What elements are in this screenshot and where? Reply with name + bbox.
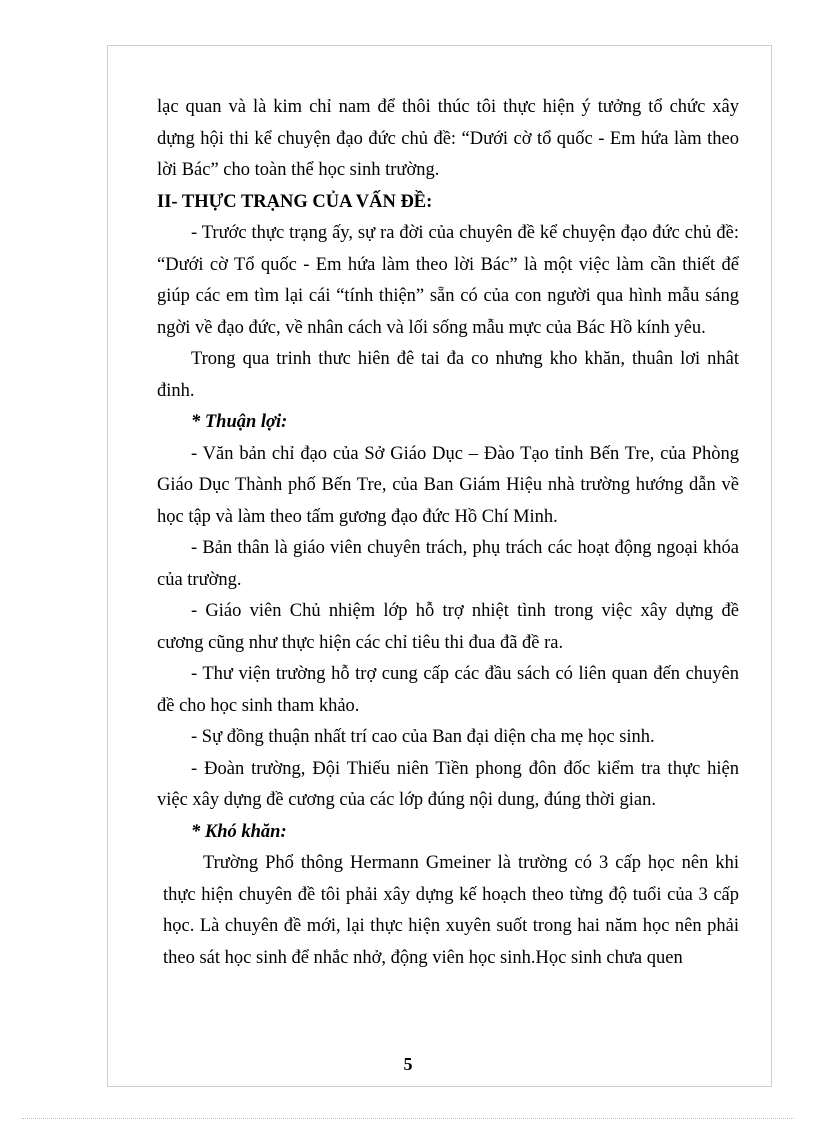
advantage-item: - Văn bản chỉ đạo của Sở Giáo Dục – Đào Tạo tỉnh Bến Tre, của Phòng Giáo Dục Thành phố Bến Tre, của Ban Giám Hiệu nhà trường hướng dẫn về học tập và làm theo tấm gương đạo đức Hồ Chí Minh. <box>157 443 739 527</box>
footer-divider <box>22 1118 794 1119</box>
paragraph-process: Trong qua trinh thưc hiên đê tai đa co nhưng kho khăn, thuân lơi nhât đinh. <box>157 349 739 401</box>
advantage-item: - Giáo viên Chủ nhiệm lớp hỗ trợ nhiệt tình trong việc xây dựng đề cương cũng như thực hiện các chỉ tiêu thi đua đã đề ra. <box>157 601 739 653</box>
intro-paragraph: lạc quan và là kim chỉ nam để thôi thúc tôi thực hiện ý tưởng tổ chức xây dựng hội thi kể chuyện đạo đức chủ đề: “Dưới cờ tổ quốc - Em hứa làm theo lời Bác” cho toàn thể học sinh trường. <box>157 97 739 180</box>
document-body <box>157 92 739 974</box>
difficulties-heading: * Khó khăn: <box>191 821 287 842</box>
advantage-item: - Thư viện trường hỗ trợ cung cấp các đầu sách có liên quan đến chuyên đề cho học sinh tham khảo. <box>157 664 739 716</box>
advantage-item: - Sự đồng thuận nhất trí cao của Ban đại diện cha mẹ học sinh. <box>191 727 655 747</box>
advantages-heading: * Thuận lợi: <box>191 412 288 432</box>
section-heading: II- THỰC TRẠNG CỦA VẤN ĐỀ: <box>157 191 433 212</box>
advantage-item: - Bản thân là giáo viên chuyên trách, phụ trách các hoạt động ngoại khóa của trường. <box>157 538 739 590</box>
page-number: 5 <box>403 1054 413 1074</box>
paragraph-reality: - Trước thực trạng ấy, sự ra đời của chuyên đề kể chuyện đạo đức chủ đề: “Dưới cờ Tổ quốc - Em hứa làm theo lời Bác” là một việc làm cần thiết để giúp các em tìm lại cái “tính thiện” sẵn có của con người qua hình mẫu sáng ngời về đạo đức, về nhân cách và lối sống mẫu mực của Bác Hồ kính yêu. <box>157 223 739 338</box>
difficulties-paragraph: Trường Phổ thông Hermann Gmeiner là trường có 3 cấp học nên khi thực hiện chuyên đề tôi phải xây dựng kế hoạch theo từng độ tuổi của 3 cấp học. Là chuyên đề mới, lại thực hiện xuyên suốt trong hai năm học nên phải theo sát học sinh để nhắc nhở, động viên học sinh.Học sinh chưa quen <box>163 853 739 968</box>
advantage-item: - Đoàn trường, Đội Thiếu niên Tiền phong đôn đốc kiểm tra thực hiện việc xây dựng đề cương của các lớp đúng nội dung, đúng thời gian. <box>157 758 739 810</box>
